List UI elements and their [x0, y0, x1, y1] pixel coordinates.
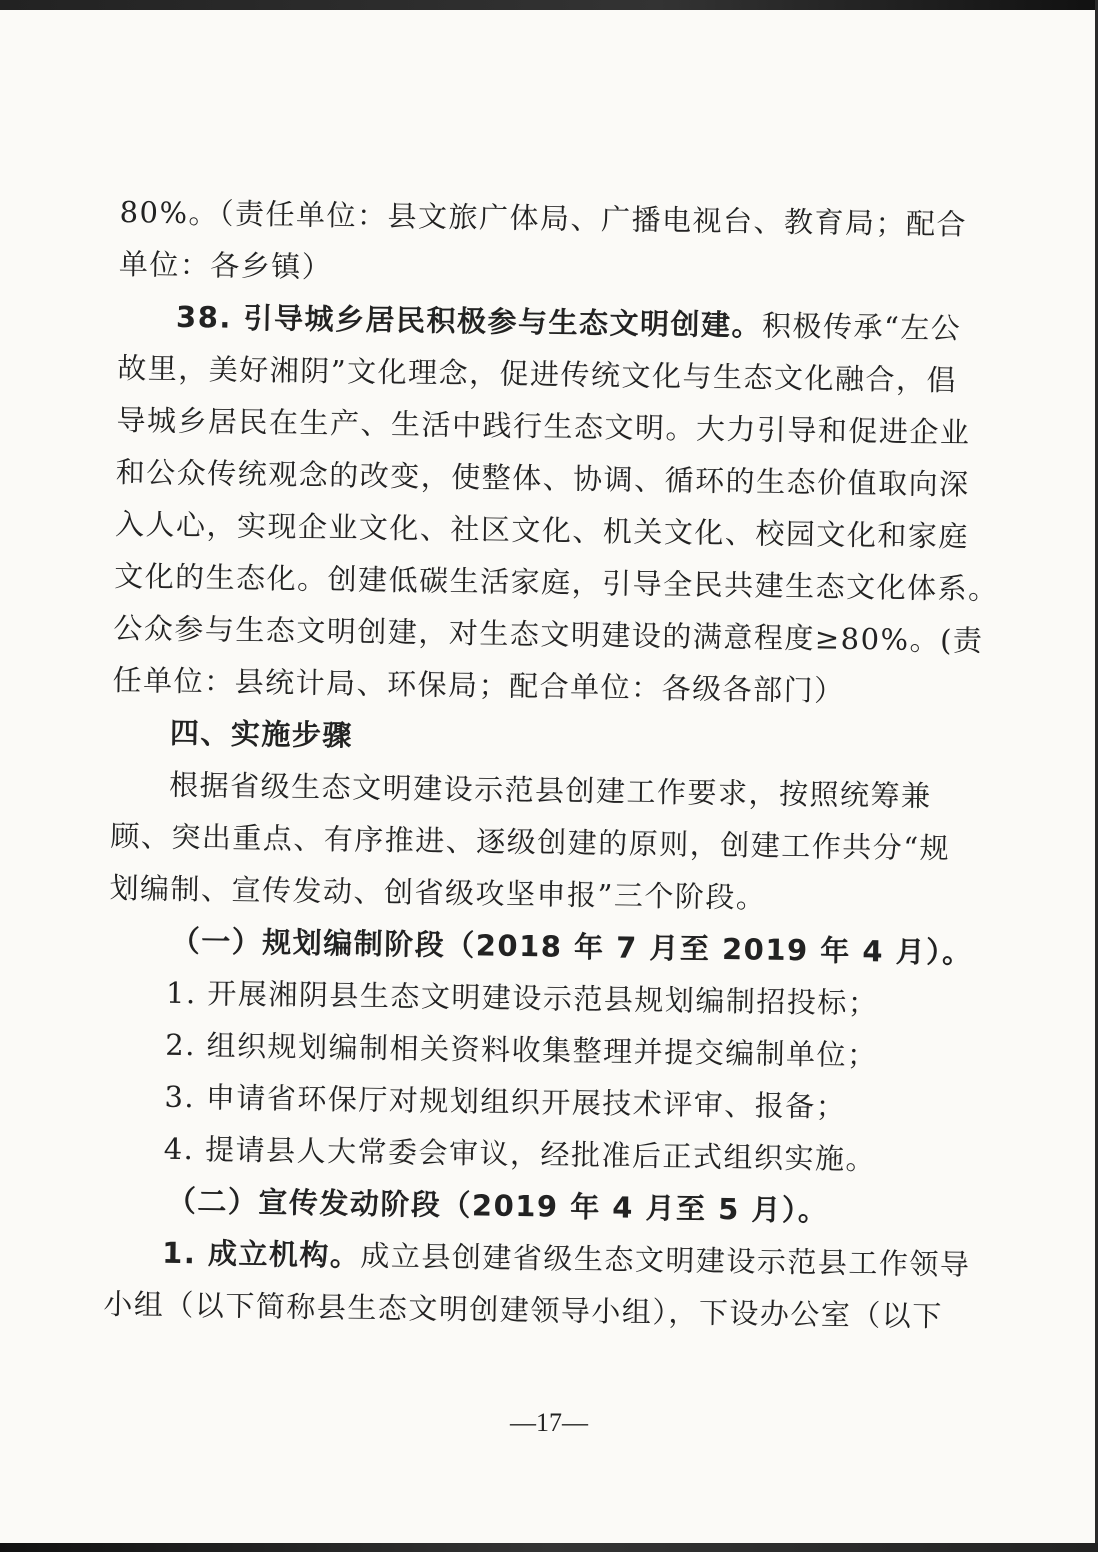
subsection-heading: （二）宣传发动阶段（2019 年 4 月至 5 月）。: [166, 1183, 829, 1228]
page-number: —17—: [510, 1408, 588, 1437]
text-line: 任单位：县统计局、环保局；配合单位：各级各部门）: [112, 662, 845, 708]
text-line: 80%。（责任单位：县文旅广体局、广播电视台、教育局；配合: [119, 194, 968, 242]
text-line: 文化的生态化。创建低碳生活家庭，引导全民共建生态文化体系。: [113, 558, 999, 607]
list-item-title: 1. 成立机构。: [161, 1235, 361, 1273]
text-line: 故里，美好湘阴”文化理念，促进传统文化与生态文化融合，倡: [117, 350, 958, 398]
subsection-heading: （一）规划编制阶段（2018 年 7 月至 2019 年 4 月）。: [170, 923, 973, 970]
list-item: 3. 申请省环保厅对规划组织开展技术评审、报备；: [164, 1079, 847, 1124]
scan-border-bottom: [0, 1543, 1098, 1552]
text-line: 和公众传统观念的改变，使整体、协调、循环的生态价值取向深: [115, 454, 970, 502]
text-line: 小组（以下简称县生态文明创建领导小组），下设办公室（以下: [103, 1286, 944, 1334]
text-line: 导城乡居民在生产、生活中践行生态文明。大力引导和促进企业: [116, 402, 971, 450]
list-item: 1. 成立机构。成立县创建省级生态文明建设示范县工作领导: [161, 1235, 971, 1282]
document-body: [103, 186, 999, 1342]
list-item: 1. 开展湘阴县生态文明建设示范县规划编制招投标；: [165, 975, 879, 1021]
item-38-paragraph-start: 38. 引导城乡居民积极参与生态文明创建。积极传承“左公: [175, 299, 962, 346]
section-heading: 四、实施步骤: [169, 715, 354, 753]
text-line: 根据省级生态文明建设示范县创建工作要求，按照统筹兼: [168, 767, 932, 814]
text-line: 单位：各乡镇）: [118, 246, 333, 285]
text-line: 顾、突出重点、有序推进、逐级创建的原则，创建工作共分“规: [110, 818, 951, 866]
item-38-title: 38. 引导城乡居民积极参与生态文明创建。: [175, 299, 763, 343]
scan-border-top: [0, 0, 1098, 10]
text-line: 入人心，实现企业文化、社区文化、机关文化、校园文化和家庭: [114, 506, 970, 554]
text-line: 划编制、宣传发动、创省级攻坚申报”三个阶段。: [109, 870, 767, 915]
list-item: 2. 组织规划编制相关资料收集整理并提交编制单位；: [165, 1027, 878, 1073]
list-item: 4. 提请县人大常委会审议，经批准后正式组织实施。: [163, 1131, 877, 1177]
text-line: 公众参与生态文明创建，对生态文明建设的满意程度≥80%。(责: [113, 610, 984, 658]
